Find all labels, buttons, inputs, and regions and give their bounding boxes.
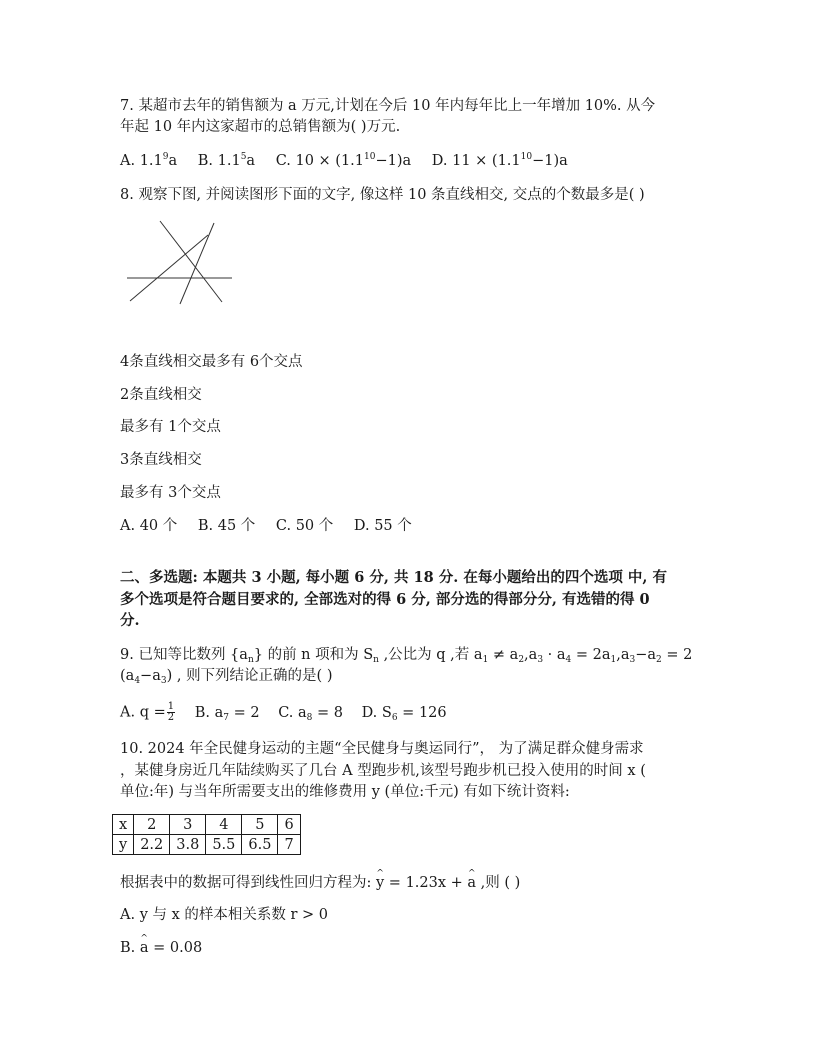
q9-options: [120, 702, 447, 723]
q8-caption-4: 3条直线相交: [120, 452, 202, 468]
q7-option-c: C. $10 \times (1.1^{10}-1)a$: [275, 152, 412, 169]
q10-stem-line3: 单位:年) 与当年所需要支出的维修费用 y (单位:千元) 有如下统计资料:: [120, 784, 570, 800]
section2-heading-line3: 分.: [120, 612, 140, 629]
q10-stem-line2: ，某健身房近几年陆续购买了几台 A 型跑步机,该型号跑步机已投入使用的时间 x (: [120, 763, 646, 779]
q8-options: [120, 516, 412, 536]
table-cell: 3: [170, 815, 206, 835]
table-cell: y: [113, 835, 134, 855]
q9-stem-line2: $(a_4-a_3)$ , 则下列结论正确的是( ): [120, 668, 333, 686]
q7-options: [120, 151, 568, 171]
q7-option-d: D. $11 \times (1.1^{10}-1)a$: [431, 152, 568, 169]
section2-heading-line2: 多个选项是符合题目要求的, 全部选对的得 6 分, 部分选的得部分分, 有选错的得 0: [120, 591, 650, 608]
q10-option-a: A. y 与 x 的样本相关系数 r > 0: [120, 907, 329, 923]
four-lines-figure: [120, 215, 240, 310]
q10-option-b: B. ^ a = 0.08: [120, 938, 202, 958]
table-cell: x: [113, 815, 134, 835]
q9-option-c: C. $a_8 = 8$: [278, 704, 343, 723]
q9-option-a: A. q = $\frac{1}{2}$: [120, 701, 175, 723]
a-hat: ^ a: [467, 873, 476, 893]
table-cell: 2.2: [134, 835, 170, 855]
q7-stem-line1: 7. 某超市去年的销售额为 a 万元,计划在今后 10 年内每年比上一年增加 10%. 从今: [120, 98, 656, 114]
q10-stem-line1: 10. 2024 年全民健身运动的主题“全民健身与奥运同行”， 为了满足群众健身需求: [120, 741, 644, 757]
table-cell: 2: [134, 815, 170, 835]
table-cell: 5.5: [206, 835, 242, 855]
y-hat: ^ y: [376, 873, 384, 893]
table-cell: 6: [278, 815, 300, 835]
table-cell: 7: [278, 835, 300, 855]
q9-stem-line1: 9. 已知等比数列 $\{a_n\}$ 的前 n 项和为 $S_n$ ,公比为 q ,若 $a_1 \ne a_2,a_3 \cdot a_4 = 2a_1,a_3-a_2 = 2$: [120, 647, 693, 665]
q8-option-b: B. 45 个: [197, 518, 256, 534]
stats-table: [112, 814, 301, 855]
figure-line-steep-down: [160, 221, 222, 302]
q8-option-c: C. 50 个: [275, 518, 334, 534]
q8-caption-3: 最多有 1个交点: [120, 419, 221, 435]
table-cell: 4: [206, 815, 242, 835]
table-row-x: [113, 815, 301, 835]
table-cell: 5: [242, 815, 278, 835]
q8-caption-2: 2条直线相交: [120, 387, 202, 403]
figure-line-steep-up: [180, 223, 214, 304]
table-cell: 3.8: [170, 835, 206, 855]
q9-option-d: D. $S_6 = 126$: [361, 704, 447, 723]
q10-regression-line: 根据表中的数据可得到线性回归方程为: ^ y = 1.23x + ^ a ,则 ( ): [120, 873, 520, 893]
q9-option-b: B. $a_7 = 2$: [194, 704, 260, 723]
a-hat: ^ a: [140, 938, 149, 958]
q8-stem: 8. 观察下图, 并阅读图形下面的文字, 像这样 10 条直线相交, 交点的个数最多是( ): [120, 187, 645, 203]
q7-option-b: B. $1.1^5a$: [197, 152, 256, 169]
fraction-one-half: $\frac{1}{2}$: [167, 701, 175, 723]
section2-heading-line1: 二、多选题: 本题共 3 小题, 每小题 6 分, 共 18 分. 在每小题给出的四个选项 中, 有: [120, 569, 667, 586]
q7-option-a: A. $1.1^9a$: [120, 152, 178, 169]
q8-caption-1: 4条直线相交最多有 6个交点: [120, 354, 303, 370]
q7-stem-line2: 年起 10 年内这家超市的总销售额为( )万元.: [120, 119, 401, 135]
q8-option-d: D. 55 个: [353, 518, 412, 534]
q8-caption-5: 最多有 3个交点: [120, 485, 221, 501]
table-cell: 6.5: [242, 835, 278, 855]
q8-option-a: A. 40 个: [120, 518, 178, 534]
table-row-y: [113, 835, 301, 855]
